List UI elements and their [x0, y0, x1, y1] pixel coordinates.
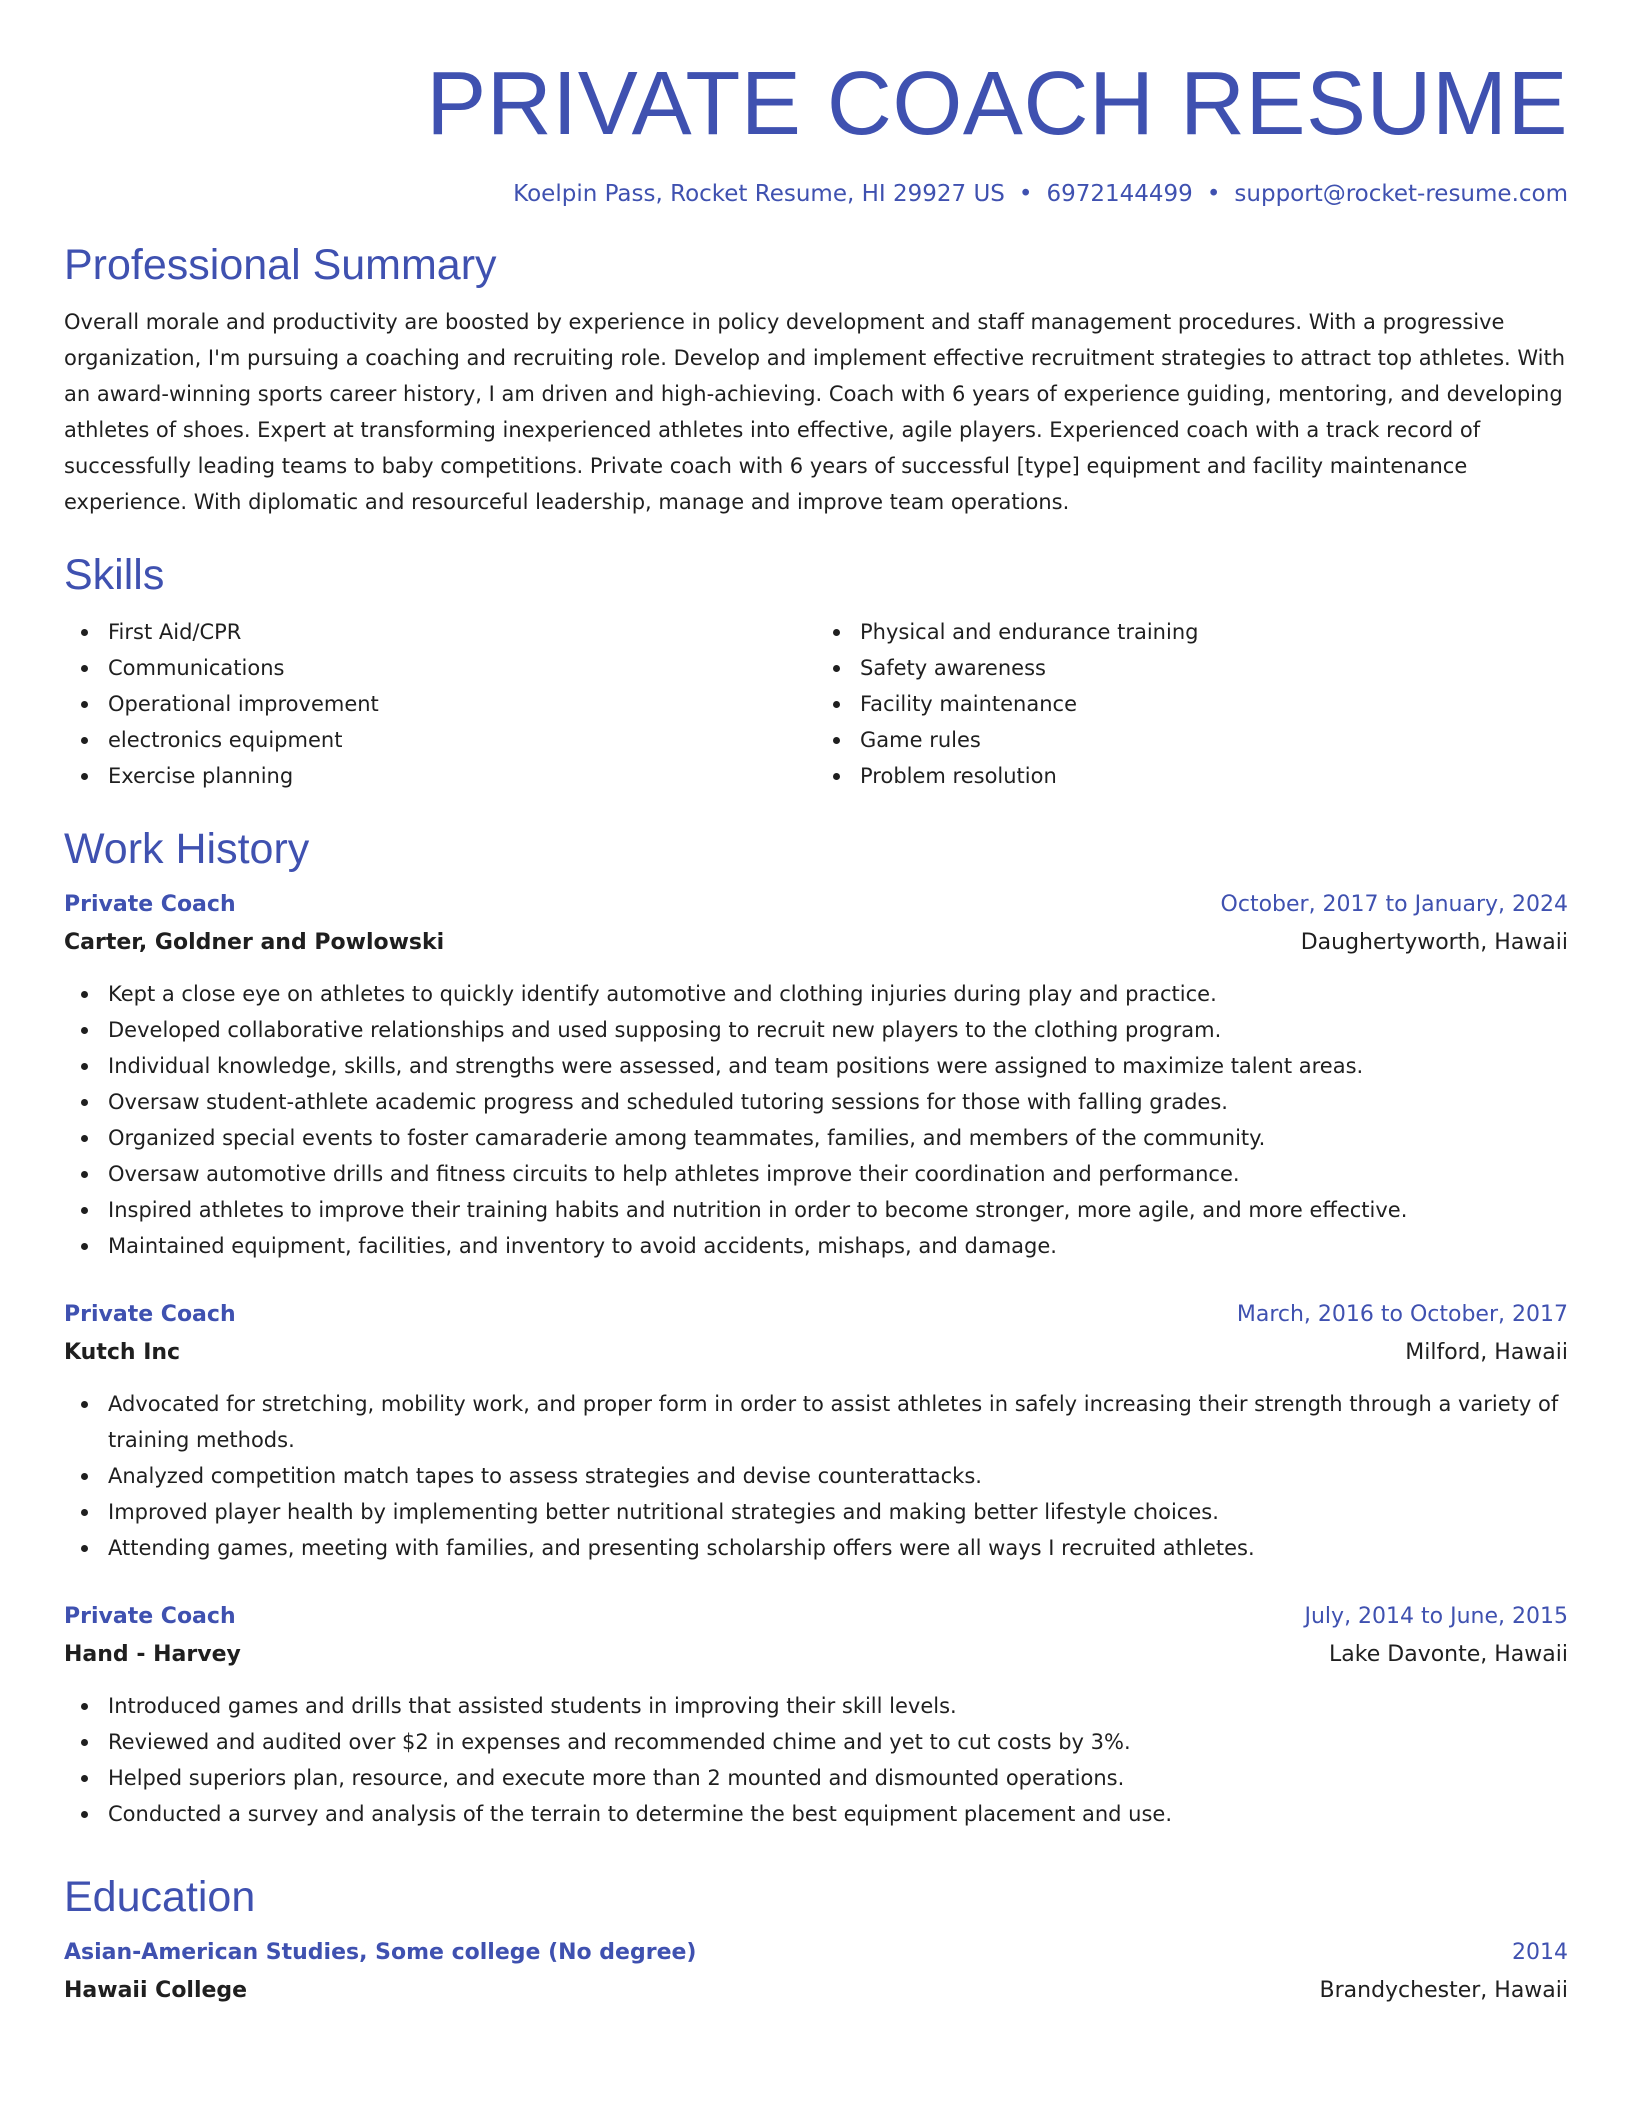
contact-address: Koelpin Pass, Rocket Resume, HI 29927 US [513, 181, 1005, 207]
job-bullet: Reviewed and audited over $2 in expenses and recommended chime and yet to cut costs by 3%. [108, 1724, 1568, 1760]
skill-item: Physical and endurance training [860, 614, 1568, 650]
education-section [64, 1870, 1568, 2010]
summary-text: Overall morale and productivity are boosted by experience in policy development and staff management procedures. With a progressive organization, I'm pursuing a coaching and recruiting role. Develop and implement effective recruitment strategies to attract top athletes. With an award-winning sports career history, I am driven and high-achieving. Coach with 6 years of experience guiding, mentoring, and developing athletes of shoes. Expert at transforming inexperienced athletes into effective, agile players. Experienced coach with a track record of successfully leading teams to baby competitions. Private coach with 6 years of successful [type] equipment and facility maintenance experience. With diplomatic and resourceful leadership, manage and improve team operations. [64, 310, 1566, 514]
skill-item: Problem resolution [860, 758, 1568, 794]
skill-item: Safety awareness [860, 650, 1568, 686]
job-subheader [64, 1636, 1568, 1674]
job-bullets [64, 1386, 1568, 1566]
skills-list-left [64, 614, 816, 794]
education-year: 2014 [1512, 1940, 1568, 1965]
job-subheader [64, 924, 1568, 962]
job-header [64, 1598, 1568, 1636]
summary-section [64, 238, 1568, 520]
skill-item: Exercise planning [108, 758, 816, 794]
skills-list-right [816, 614, 1568, 794]
job-company: Hand - Harvey [64, 1642, 241, 1667]
job-title: Private Coach [64, 1604, 236, 1629]
job-bullets [64, 976, 1568, 1264]
skills-columns [64, 614, 1568, 794]
contact-separator: • [1206, 181, 1221, 207]
job-bullet: Developed collaborative relationships and used supposing to recruit new players to the clothing program. [108, 1012, 1568, 1048]
job-bullet: Introduced games and drills that assisted students in improving their skill levels. [108, 1688, 1568, 1724]
job-location: Milford, Hawaii [1405, 1340, 1568, 1365]
job-bullet: Inspired athletes to improve their training habits and nutrition in order to become stronger, more agile, and more effective. [108, 1192, 1568, 1228]
job-bullet: Helped superiors plan, resource, and execute more than 2 mounted and dismounted operations. [108, 1760, 1568, 1796]
job-bullet: Oversaw automotive drills and fitness circuits to help athletes improve their coordination and performance. [108, 1156, 1568, 1192]
job-header [64, 886, 1568, 924]
job-bullet: Analyzed competition match tapes to assess strategies and devise counterattacks. [108, 1458, 1568, 1494]
job-entry [64, 886, 1568, 1264]
job-bullet: Advocated for stretching, mobility work, and proper form in order to assist athletes in safely increasing their strength through a variety of training methods. [108, 1386, 1568, 1458]
education-subheader [64, 1972, 1568, 2010]
contact-separator: • [1018, 181, 1033, 207]
work-history-section [64, 822, 1568, 1832]
job-entry [64, 1598, 1568, 1832]
job-bullet: Kept a close eye on athletes to quickly identify automotive and clothing injuries during play and practice. [108, 976, 1568, 1012]
skills-heading: Skills [64, 551, 165, 599]
summary-heading: Professional Summary [64, 241, 497, 289]
skills-section [64, 548, 1568, 794]
job-bullets [64, 1688, 1568, 1832]
job-location: Daughertyworth, Hawaii [1300, 930, 1568, 955]
job-bullet: Attending games, meeting with families, and presenting scholarship offers were all ways I recruited athletes. [108, 1530, 1568, 1566]
job-header [64, 1296, 1568, 1334]
job-title: Private Coach [64, 892, 236, 917]
skill-item: Operational improvement [108, 686, 816, 722]
education-location: Brandychester, Hawaii [1319, 1978, 1568, 2003]
job-dates: March, 2016 to October, 2017 [1236, 1302, 1568, 1327]
job-subheader [64, 1334, 1568, 1372]
contact-line [64, 178, 1568, 210]
job-title: Private Coach [64, 1302, 236, 1327]
job-dates: October, 2017 to January, 2024 [1220, 892, 1568, 917]
work-history-heading: Work History [64, 825, 310, 873]
job-bullet: Organized special events to foster camaraderie among teammates, families, and members of the community. [108, 1120, 1568, 1156]
resume-title: PRIVATE COACH RESUME [426, 54, 1568, 154]
job-bullet: Conducted a survey and analysis of the terrain to determine the best equipment placement and use. [108, 1796, 1568, 1832]
job-bullet: Individual knowledge, skills, and strengths were assessed, and team positions were assigned to maximize talent areas. [108, 1048, 1568, 1084]
skill-item: Facility maintenance [860, 686, 1568, 722]
education-header [64, 1934, 1568, 1972]
skill-item: First Aid/CPR [108, 614, 816, 650]
education-school: Hawaii College [64, 1978, 248, 2003]
job-bullet: Oversaw student-athlete academic progress and scheduled tutoring sessions for those with falling grades. [108, 1084, 1568, 1120]
contact-phone: 6972144499 [1046, 181, 1193, 207]
job-company: Carter, Goldner and Powlowski [64, 930, 445, 955]
education-entry [64, 1934, 1568, 2010]
job-dates: July, 2014 to June, 2015 [1304, 1604, 1568, 1629]
contact-email[interactable]: support@rocket-resume.com [1234, 181, 1568, 207]
job-bullet: Maintained equipment, facilities, and inventory to avoid accidents, mishaps, and damage. [108, 1228, 1568, 1264]
education-heading: Education [64, 1873, 256, 1921]
job-location: Lake Davonte, Hawaii [1329, 1642, 1568, 1667]
job-company: Kutch Inc [64, 1340, 181, 1365]
job-entry [64, 1296, 1568, 1566]
job-bullet: Improved player health by implementing better nutritional strategies and making better lifestyle choices. [108, 1494, 1568, 1530]
skill-item: Game rules [860, 722, 1568, 758]
education-degree: Asian-American Studies, Some college (No degree) [64, 1940, 697, 1965]
skill-item: electronics equipment [108, 722, 816, 758]
skill-item: Communications [108, 650, 816, 686]
